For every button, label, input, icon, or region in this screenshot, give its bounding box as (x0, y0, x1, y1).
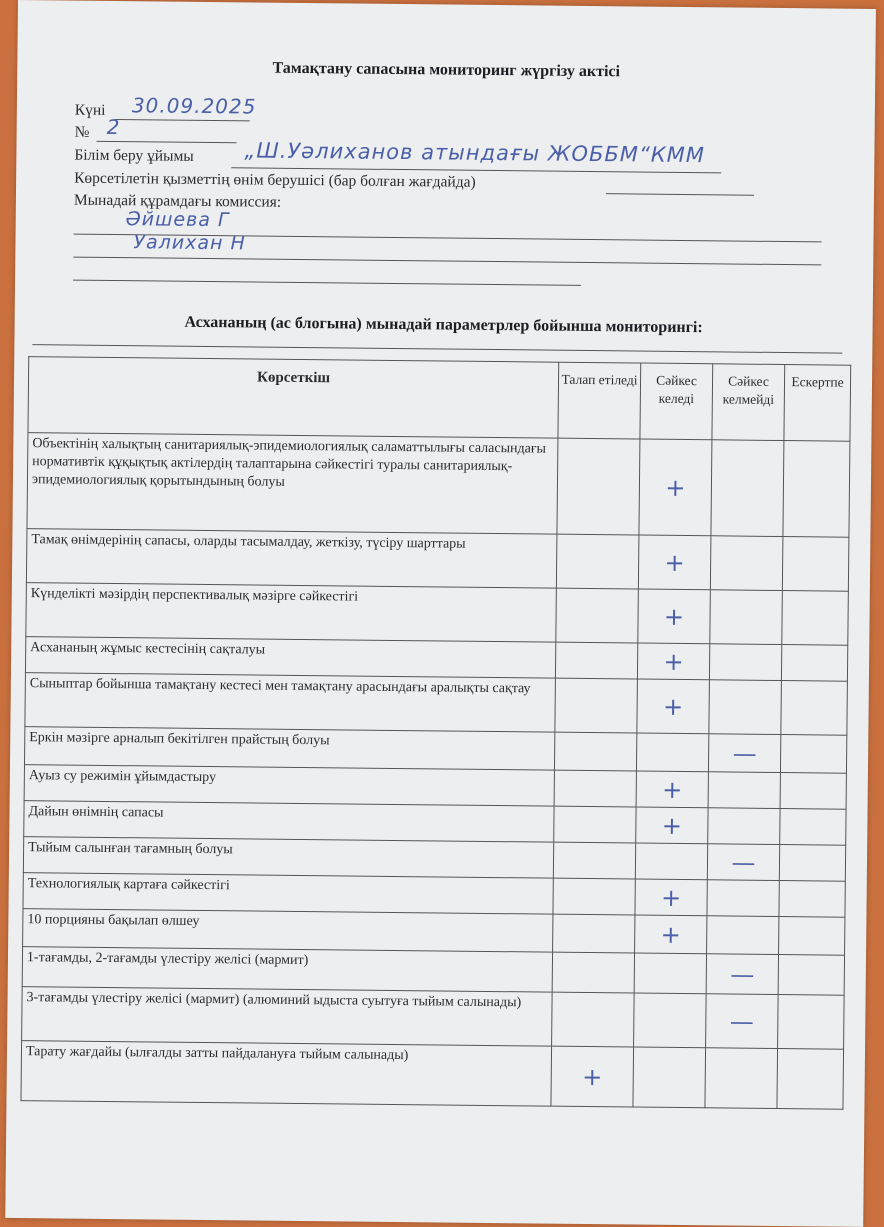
indicator-cell: Тыйым салынған тағамның болуы (23, 837, 553, 879)
required-mark (556, 588, 639, 643)
note-mark (780, 809, 846, 846)
complies-mark: + (637, 679, 710, 734)
note-mark (783, 441, 850, 538)
required-mark (556, 534, 639, 589)
note-mark (779, 917, 845, 956)
indicator-cell: 10 порцияны бақылап өлшеу (23, 909, 553, 953)
note-mark (780, 735, 846, 774)
not-complies-mark: — (706, 994, 779, 1049)
not-complies-mark (708, 772, 780, 809)
indicator-cell: Дайын өнімнің сапасы (24, 801, 554, 843)
provider-label: Көрсетілетін қызметтің өнім берушісі (бар болған жағдайда) (74, 169, 476, 191)
complies-mark: + (638, 535, 711, 590)
commission-line-3 (73, 280, 581, 286)
required-mark (553, 878, 635, 915)
commission-label: Мынадай құрамдағы комиссия: (73, 191, 282, 211)
header-required: Талап етіледі (558, 362, 641, 439)
table-row (27, 433, 850, 538)
not-complies-mark (711, 440, 784, 537)
complies-mark (634, 993, 707, 1048)
not-complies-mark: — (708, 734, 780, 773)
complies-mark (635, 843, 707, 880)
indicator-cell: Объектінің халықтың санитариялық-эпидемиологиялық саламаттылығы саласындағы нормативтік құқықтық актілердің талаптарына сәйкестігі туралы санитариялық-эпидемиологиялық қорытындының болуы (27, 433, 558, 535)
not-complies-mark (709, 680, 782, 735)
required-mark (554, 770, 636, 807)
indicator-cell: 1-тағамды, 2-тағамды үлестіру желісі (мармит) (22, 947, 552, 993)
provider-underline (606, 193, 754, 196)
required-mark: + (551, 1046, 634, 1107)
table-row (26, 529, 849, 592)
note-mark (779, 845, 845, 882)
not-complies-mark (709, 644, 781, 681)
note-mark (782, 591, 849, 646)
not-complies-mark (710, 536, 783, 591)
table-row (22, 987, 845, 1050)
complies-mark: + (637, 643, 709, 680)
table-header-row (28, 357, 851, 442)
note-mark (781, 681, 848, 736)
required-mark (557, 438, 640, 535)
note-mark (778, 955, 844, 996)
commission-member-1: Әйшева Г (125, 208, 230, 232)
number-value: 2 (106, 114, 121, 140)
complies-mark (633, 1047, 706, 1108)
table-row (26, 583, 849, 646)
not-complies-mark (708, 808, 780, 845)
not-complies-mark (707, 880, 779, 917)
not-complies-mark: — (707, 844, 779, 881)
not-complies-mark (705, 1048, 778, 1109)
date-underline (115, 119, 250, 121)
not-complies-mark (707, 916, 779, 955)
complies-mark: + (638, 589, 711, 644)
required-mark (552, 992, 635, 1047)
note-mark (782, 537, 849, 592)
header-indicator: Көрсеткіш (28, 357, 559, 439)
indicator-cell: Асхананың жұмыс кестесінің сақталуы (25, 637, 555, 679)
document-page (5, 0, 876, 1227)
complies-mark: + (636, 771, 708, 808)
document-title: Тамақтану сапасына мониторинг жүргізу актісі (272, 59, 621, 81)
header-not-complies: Сәйкес келмейді (712, 364, 785, 441)
commission-member-2: Уалихан Н (133, 231, 246, 255)
note-mark (781, 645, 847, 682)
monitoring-table (20, 356, 851, 1110)
indicator-cell: Сыныптар бойынша тамақтану кестесі мен тамақтану арасындағы аралықты сақтау (25, 673, 556, 733)
required-mark (554, 732, 636, 771)
date-label: Күні (74, 101, 106, 119)
indicator-cell: 3-тағамды үлестіру желісі (мармит) (алюминий ыдыста суытуға тыйым салынады) (22, 987, 553, 1047)
indicator-cell: Технологиялық картаға сәйкестігі (23, 873, 553, 915)
number-underline (97, 141, 237, 143)
section-subtitle: Асхананың (ас блогына) мынадай параметрлер бойынша мониторингі: (184, 313, 703, 337)
note-mark (779, 881, 845, 918)
complies-mark: + (639, 439, 712, 536)
complies-mark: + (635, 879, 707, 916)
required-mark (554, 806, 636, 843)
date-value: 30.09.2025 (131, 93, 257, 119)
required-mark (553, 842, 635, 879)
table-row (25, 673, 848, 736)
indicator-cell: Тарату жағдайы (ылғалды затты пайдалануға тыйым салынады) (21, 1041, 552, 1107)
org-label: Білім беру ұйымы (74, 146, 194, 165)
indicator-cell: Ауыз су режимін ұйымдастыру (24, 765, 554, 807)
complies-mark (636, 733, 708, 772)
table-row (21, 1041, 844, 1110)
header-complies: Сәйкес келеді (640, 363, 713, 440)
required-mark (555, 678, 638, 733)
indicator-cell: Тамақ өнімдерінің сапасы, оларды тасымалдау, жеткізу, түсіру шарттары (26, 529, 557, 589)
org-value: „Ш.Уәлиханов атындағы ЖОББМ“КММ (244, 138, 706, 168)
complies-mark: + (635, 915, 707, 954)
note-mark (780, 773, 846, 810)
subtitle-underline (32, 344, 842, 353)
required-mark (553, 914, 635, 953)
indicator-cell: Еркін мәзірге арналып бекітілген прайстың болуы (24, 727, 554, 771)
commission-line-2 (73, 257, 821, 266)
not-complies-mark (710, 590, 783, 645)
complies-mark: + (636, 807, 708, 844)
required-mark (555, 642, 637, 679)
number-label: № (74, 123, 90, 141)
header-note: Ескертпе (784, 365, 851, 442)
required-mark (552, 952, 634, 993)
complies-mark (634, 953, 706, 994)
note-mark (777, 1049, 844, 1110)
indicator-cell: Күнделікті мәзірдің перспективалық мәзірге сәйкестігі (26, 583, 557, 643)
not-complies-mark: — (706, 954, 778, 995)
note-mark (778, 995, 845, 1050)
